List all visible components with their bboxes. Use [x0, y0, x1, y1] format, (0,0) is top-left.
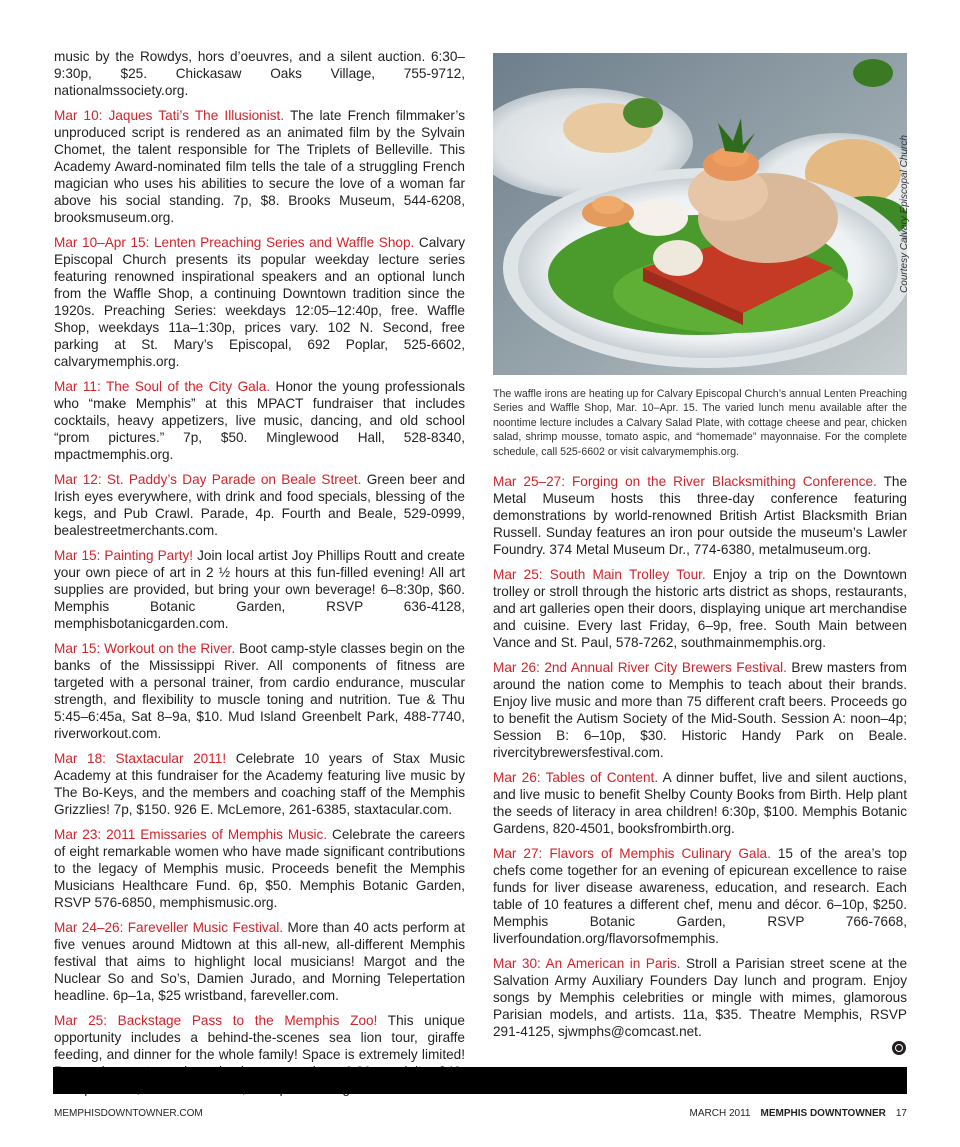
page-footer [54, 1108, 907, 1122]
event-title: Mar 23: 2011 Emissaries of Memphis Music. [54, 827, 328, 842]
event-description: Celebrate 10 years of Stax Music Academy at this fundraiser for the Academy featuring live music by The Bo-Keys, and the members and coaching staff of the Memphis Grizzlies! 7p, $150. 926 E. McLemore, 261-6385, staxtacular.com. [54, 751, 466, 817]
event-title: Mar 10: Jaques Tati’s The Illusionist. [54, 108, 285, 123]
event-description: Join local artist Joy Phillips Routt and create your own piece of art in 2 ½ hours at this fun-filled evening! All art supplies are provided, but bring your own beverage! 6–8:30p, $60. Memphis Botanic Garden, RSVP 636-4128, memphisbotanicgarden.com. [54, 548, 465, 631]
photo-caption: The waffle irons are heating up for Calvary Episcopal Church’s annual Lenten Preaching Series and Waffle Shop, Mar. 10–Apr. 15. The varied lunch menu available after the noontime lecture includes a Calvary Salad Plate, with cottage cheese and pear, chicken salad, shrimp mousse, tomato aspic, and “homemade” mayonnaise. For the complete schedule, call 525-6602 or visit calvarymemphis.org. [493, 387, 907, 458]
event-listing [54, 826, 465, 911]
event-description: Brew masters from around the nation come to Memphis to teach about their brands. Enjoy live music and more than 75 different craft beers. Proceeds go to benefit the Autism Society of the Mid-South. Session A: noon–4p; Session B: 6–10p, $30. Historic Handy Park on Beale. rivercitybrewersfestival.com. [493, 660, 907, 760]
end-of-article-icon [892, 1041, 906, 1055]
event-title: Mar 12: St. Paddy’s Day Parade on Beale Street. [54, 472, 362, 487]
event-title: Mar 10–Apr 15: Lenten Preaching Series and Waffle Shop. [54, 235, 415, 250]
event-listing [54, 234, 465, 370]
right-event-column [493, 473, 907, 1048]
footer-issue-date: MARCH 2011 [689, 1108, 751, 1119]
event-title: Mar 11: The Soul of the City Gala. [54, 379, 271, 394]
event-listing [54, 48, 465, 99]
event-listing [493, 659, 907, 761]
event-title: Mar 15: Painting Party! [54, 548, 194, 563]
event-title: Mar 26: Tables of Content. [493, 770, 659, 785]
salad-plate-illustration [493, 53, 907, 375]
event-listing [54, 750, 465, 818]
event-title: Mar 18: Staxtacular 2011! [54, 751, 227, 766]
event-listing [493, 473, 907, 558]
event-listing [54, 378, 465, 463]
event-listing [54, 471, 465, 539]
event-description: The Metal Museum hosts this three-day conference featuring demonstrations by world-renowned British Artist Blacksmith Brian Russell. Sunday features an iron pour outside the museum’s Lawler Foundry. 374 Metal Museum Dr., 774-6380, metalmuseum.org. [493, 474, 907, 557]
event-description: More than 40 acts perform at five venues around Midtown at this all-new, all-different Memphis festival that aims to highlight local musicians! Margot and the Nuclear So and So’s, Damien Jurado, and Morning Telepertation headline. 6p–1a, $25 wristband, fareveller.com. [54, 920, 466, 1003]
event-description: Calvary Episcopal Church presents its popular weekday lecture series featuring renowned inspirational speakers and an optional lunch from the Waffle Shop, a continuing Downtown tradition since the 1920s. Preaching Series: weekdays 12:05–12:40p, free. Waffle Shop, weekdays 11a–1:30p, prices vary. 102 N. Second, free parking at St. Mary’s Episcopal, 692 Poplar, 525-6602, calvarymemphis.org. [54, 235, 465, 369]
event-listing [54, 919, 465, 1004]
event-description: music by the Rowdys, hors d’oeuvres, and a silent auction. 6:30–9:30p, $25. Chickasaw Oaks Village, 755-9712, nationalmssociety.org. [54, 49, 465, 98]
event-listing [493, 769, 907, 837]
event-description: Celebrate the careers of eight remarkable women who have made significant contributions to the legacy of Memphis music. Proceeds benefit the Memphis Musicians Healthcare Fund. 6p, $50. Memphis Botanic Garden, RSVP 576-6850, memphismusic.org. [54, 827, 465, 910]
event-title: Mar 26: 2nd Annual River City Brewers Festival. [493, 660, 787, 675]
event-listing [493, 955, 907, 1040]
event-title: Mar 25: Backstage Pass to the Memphis Zoo! [54, 1013, 378, 1028]
event-description: This unique opportunity includes a behind-the-scenes sea lion tour, giraffe feeding, and dinner for the whole family! Space is extremely limited! [54, 1013, 465, 1062]
event-listing [54, 107, 465, 226]
food-photo [493, 53, 907, 375]
event-title: Mar 27: Flavors of Memphis Culinary Gala. [493, 846, 771, 861]
event-description: A dinner buffet, live and silent auctions, and live music to benefit Shelby County Books from Birth. Help plant the seeds of literacy in area children! 6:30p, $100. Memphis Botanic Gardens, 820-4501, booksfrombirth.org. [493, 770, 907, 836]
event-description: Boot camp-style classes begin on the banks of the Mississippi River. All components of fitness are targeted with a personal trainer, from cardio endurance, muscular strength, and flexibility to muscle toning and nutrition. Tue & Thu 5:45–6:45a, Sat 8–9a, $10. Mud Island Greenbelt Park, 488-7740, riverworkout.com. [54, 641, 465, 741]
event-description: The late French filmmaker’s unproduced script is rendered as an animated film by the Sylvain Chomet, the talent responsible for The Triplets of Belleville. This Academy Award-nominated film tells the tale of a struggling French magician who uses his abilities to secure the love of a woman far above his social standing. 7p, $8. Brooks Museum, 544-6208, brooksmuseum.org. [54, 108, 465, 225]
event-title: Mar 15: Workout on the River. [54, 641, 236, 656]
footer-website: MEMPHISDOWNTOWNER.COM [54, 1108, 203, 1119]
footer-info [680, 1108, 907, 1119]
event-title: Mar 25–27: Forging on the River Blacksmithing Conference. [493, 474, 877, 489]
event-listing [54, 640, 465, 742]
page-number: 17 [895, 1108, 907, 1119]
event-listing [493, 845, 907, 947]
left-event-column [54, 48, 465, 1105]
event-listing [493, 566, 907, 651]
footer-band [53, 1067, 907, 1094]
event-description: Enjoy a trip on the Downtown trolley or stroll through the historic arts district as shops, restaurants, and art galleries open their doors, displaying unique art merchandise and cuisine. Every last Friday, 6–9p, free. South Main between Vance and St. Paul, 578-7262, southmainmemphis.org. [493, 567, 907, 650]
footer-publication: MEMPHIS DOWNTOWNER [760, 1108, 886, 1119]
photo-credit: Courtesy Calvary Episcopal Church [899, 135, 910, 293]
event-title: Mar 24–26: Fareveller Music Festival. [54, 920, 284, 935]
event-listing [54, 547, 465, 632]
event-description: Stroll a Parisian street scene at the Salvation Army Auxiliary Founders Day lunch and program. Enjoy songs by Memphis celebrities or mingle with mimes, glamorous Parisian models, and artists. 11a, $35. Theatre Memphis, RSVP 291-4125, sjwmphs@comcast.net. [493, 956, 908, 1039]
event-description: Green beer and Irish eyes everywhere, with drink and food specials, blessing of the kegs, and Pub Crawl. Parade, 4p. Fourth and Beale, 529-0999, bealestreetmerchants.com. [54, 472, 466, 538]
event-description: 15 of the area’s top chefs come together for an evening of epicurean excellence to raise funds for liver disease awareness, education, and research. Each table of 10 features a different chef, menu and décor. 6–10p, $250. Memphis Botanic Garden, RSVP 766-7668, liverfoundation.org/flavorsofmemphis. [493, 846, 907, 946]
event-description: Honor the young professionals who “make Memphis” at this MPACT fundraiser that includes cocktails, heavy appetizers, live music, dancing, and old school “prom pictures.” 7p, $50. Minglewood Hall, 528-8340, mpactmemphis.org. [54, 379, 465, 462]
event-title: Mar 25: South Main Trolley Tour. [493, 567, 706, 582]
event-title: Mar 30: An American in Paris. [493, 956, 681, 971]
